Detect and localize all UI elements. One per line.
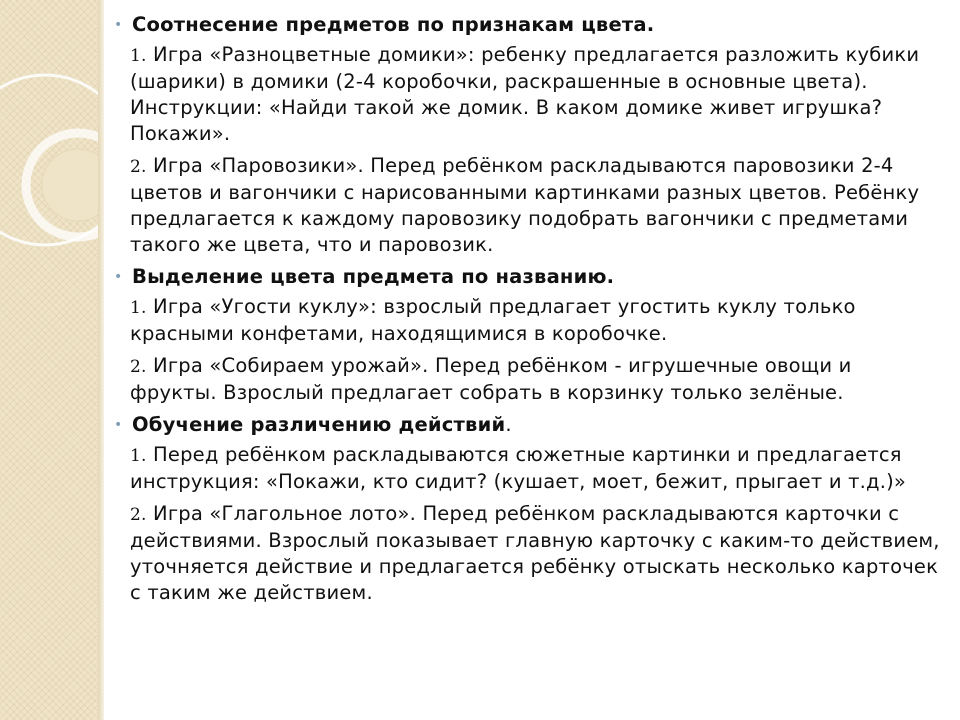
item-text: Перед ребёнком раскладываются сюжетные картинки и предлагается инструкция: «Покажи, кто сидит? (кушает, моет, бежит, прыгает и т.д.)» (130, 443, 907, 493)
list-item (114, 442, 944, 495)
decorative-side-band (0, 0, 98, 720)
item-text: Игра «Глагольное лото». Перед ребёнком раскладываются карточки с действиями. Взрослый показывает главную карточку с каким-то действием, уточняется действие и предлагается ребёнку отыскать несколько карточек с таким же действием. (130, 502, 940, 604)
heading-text: Соотнесение предметов по признакам цвета. (132, 13, 655, 36)
item-text: Игра «Угости куклу»: взрослый предлагает угостить куклу только красными конфетами, находящимися в коробочке. (130, 295, 856, 345)
heading-text: Обучение различению действий (132, 413, 506, 436)
item-number: 1. (130, 46, 147, 66)
bullet-icon: • (114, 17, 123, 33)
bullet-icon: • (114, 269, 123, 285)
slide-content (114, 12, 944, 612)
list-item (114, 353, 944, 406)
bullet-icon: • (114, 417, 123, 433)
item-number: 2. (130, 157, 147, 177)
section-heading (114, 264, 944, 290)
item-number: 1. (130, 298, 147, 318)
deco-disc (42, 149, 98, 221)
item-text: Игра «Собираем урожай». Перед ребёнком - игрушечные овощи и фрукты. Взрослый предлагает собрать в корзинку только зелёные. (130, 354, 852, 404)
list-item (114, 42, 944, 147)
list-item (114, 294, 944, 347)
item-text: Игра «Паровозики». Перед ребёнком раскладываются паровозики 2-4 цветов и вагончики с нарисованными картинками разных цветов. Ребёнку предлагается к каждому паровозику подобрать вагончики с предметами такого же цвета, что и паровозик. (130, 154, 920, 256)
section-heading (114, 412, 944, 438)
item-number: 2. (130, 505, 147, 525)
list-item (114, 153, 944, 258)
list-item (114, 501, 944, 606)
item-number: 2. (130, 357, 147, 377)
heading-tail: . (505, 413, 512, 436)
item-number: 1. (130, 446, 147, 466)
band-edge (98, 0, 104, 720)
section-heading (114, 12, 944, 38)
heading-text: Выделение цвета предмета по названию. (132, 265, 615, 288)
decorative-circles (0, 0, 98, 720)
item-text: Игра «Разноцветные домики»: ребенку предлагается разложить кубики (шарики) в домики (2-4 коробочки, раскрашенные в основные цвета). Инструкции: «Найди такой же домик. В каком домике живет игрушка? Покажи». (130, 43, 920, 145)
